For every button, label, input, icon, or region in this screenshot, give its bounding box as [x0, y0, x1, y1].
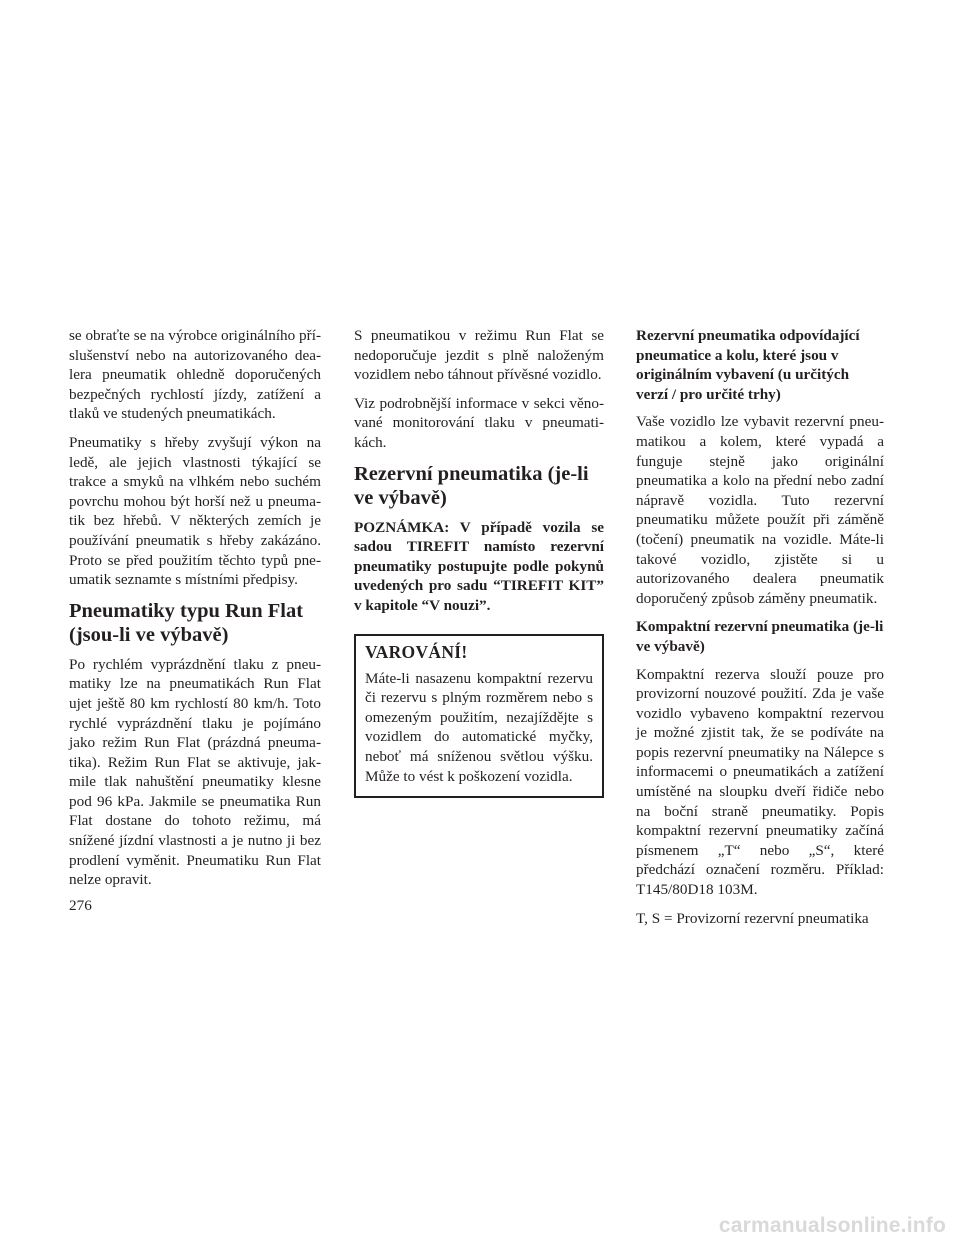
warning-text: Máte-li nasazenu kompaktní rezervu či rezervu s plným rozměrem nebo s omezeným použitím, nezajíždějte s vozidlem do automatické myčky, neboť má sníženou světlou výšku. Může to vést k poškození vozidla.: [365, 669, 593, 785]
column-middle: [354, 326, 604, 798]
warning-box: [354, 634, 604, 799]
heading-run-flat: Pneumatiky typu Run Flat (jsou-li ve výbavě): [69, 599, 304, 646]
paragraph-studded-tires: Pneumatiky s hřeby zvyšují výkon na ledě, ale jejich vlastnosti týkající se trakce a smyků na vlhkém nebo suchém povrchu mohou být horší než u pneumatik bez hřebů. V některých zemích je používání pneumatik s hřeby zakázáno. Proto se před použitím těchto typů pneumatik seznamte s místními předpisy.: [69, 433, 321, 589]
paragraph-compact-spare: Kompaktní rezerva slouží pouze pro provizorní nouzové použití. Zda je vaše vozidlo vybaveno kompaktní rezervou je možné zjistit tak, že se podíváte na popis rezervní pneumatiky na Nálepce s informacemi o pneumatikách a zatížení umístěné na sloupku dveří řidiče nebo na boční straně pneumatiky. Popis kompaktní rezervní pneumatiky začíná písmenem „T“ nebo „S“, které předchází označení rozměru. Příklad: T145/80D18 103M.: [636, 665, 884, 899]
paragraph-tpms-reference: Viz podrobnější informace v sekci věnované monitorování tlaku v pneumatikách.: [354, 394, 604, 451]
heading-spare-tire: Rezervní pneumatika (je-li ve výbavě): [354, 462, 589, 509]
column-left: [69, 326, 321, 899]
paragraph-temporary-spare-code: T, S = Provizorní rezervní pneumatika: [636, 909, 869, 927]
subheading-compact-spare: Kompaktní rezervní pneumatika (je-li ve výbavě): [636, 618, 884, 655]
subheading-matching-spare: Rezervní pneumatika odpovídající pneumatice a kolu, které jsou v originálním vybavení (u určitých verzí / pro určité trhy): [636, 327, 860, 403]
column-right: [636, 326, 884, 937]
warning-title: VAROVÁNÍ!: [365, 641, 468, 662]
paragraph-accessory-advice: se obraťte se na výrobce originálního příslušenství nebo na autorizovaného dealera pneumatik ohledně doporučených bezpečných rychlostí jízdy, zatížení a tlaků ve studených pneumatikách.: [69, 327, 321, 423]
paragraph-run-flat-load: S pneumatikou v režimu Run Flat se nedoporučuje jezdit s plně naloženým vozidlem nebo táhnout přívěsné vozidlo.: [354, 327, 604, 384]
paragraph-run-flat: Po rychlém vyprázdnění tlaku z pneumatiky lze na pneumatikách Run Flat ujet ještě 80 km rychlostí 80 km/h. Toto rychlé vyprázdnění tlaku je pojímáno jako režim Run Flat (prázdná pneumatika). Režim Run Flat se aktivuje, jakmile tlak nahuštění pneumatiky klesne pod 96 kPa. Jakmile se pneumatika Run Flat dostane do tohoto režimu, má snížené jízdní vlastnosti a je nutno ji bez prodlení vyměnit. Pneumatiku Run Flat nelze opravit.: [69, 655, 321, 889]
page-number: 276: [69, 897, 92, 914]
paragraph-matching-spare: Vaše vozidlo lze vybavit rezervní pneumatikou a kolem, které vypadá a funguje stejně jako originální pneumatika a kolo na přední nebo zadní nápravě vozidla. Tuto rezervní pneumatiku můžete použít při záměně (točení) pneumatik na vozidle. Máte-li takové vozidlo, zjistěte si u autorizovaného dealera pneumatik doporučený způsob záměny pneumatik.: [636, 413, 884, 607]
watermark-logo: carmanualsonline.info: [718, 1214, 946, 1237]
note-tirefit: POZNÁMKA: V případě vozila se sadou TIREFIT namísto rezervní pneumatiky postupujte podle pokynů uvedených pro sadu “TIREFIT KIT” v kapitole “V nouzi”.: [354, 518, 604, 614]
